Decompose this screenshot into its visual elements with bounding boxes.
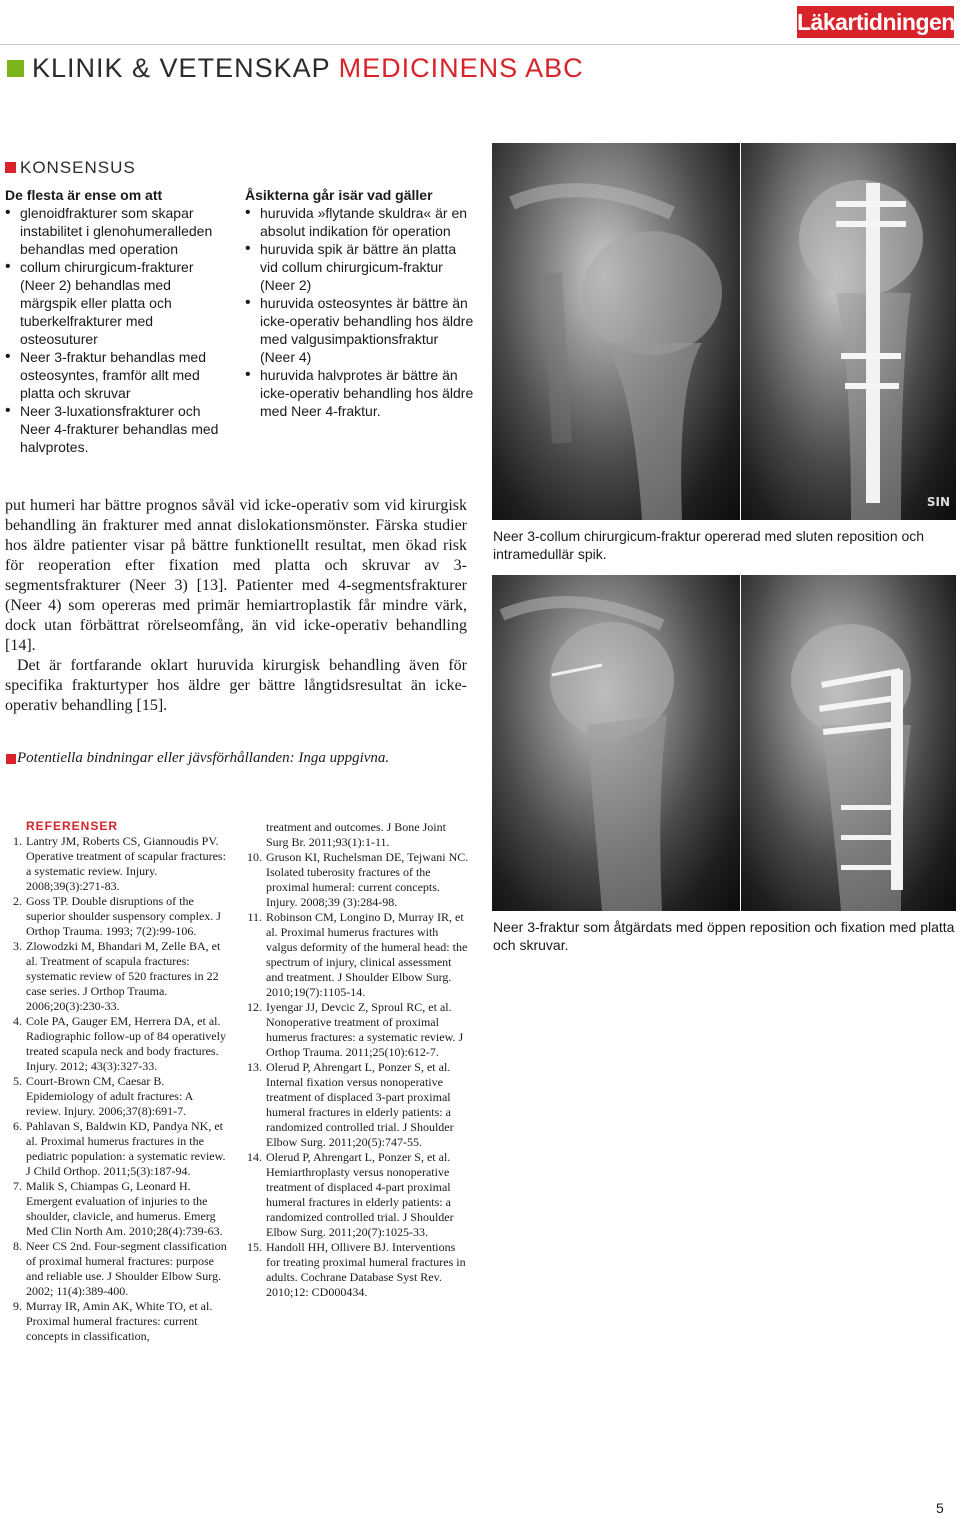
agree-list bbox=[5, 204, 227, 456]
reference-item: 8. Neer CS 2nd. Four-segment classification of proximal humeral fractures: purpose and reliable use. J Shoulder Elbow Surg. 2002; 11(4):389-400. bbox=[13, 1239, 227, 1298]
konsensus-disagree-column bbox=[245, 186, 477, 420]
reference-item: 4. Cole PA, Gauger EM, Herrera DA, et al. Radiographic follow-up of 84 operatively treated scapula neck and body fractures. Injury. 2012; 43(3):327-33. bbox=[13, 1014, 226, 1073]
body-paragraph-2: Det är fortfarande oklart huruvida kirurgisk behandling även för specifika frakturtyper hos äldre ger bättre långtidsresultat än icke-operativ behandling [15]. bbox=[5, 657, 467, 714]
xray-preop-intramedullary-image bbox=[492, 143, 740, 520]
section-marker-square bbox=[7, 60, 24, 77]
list-item: • Neer 3-fraktur behandlas med osteosyntes, framför allt med platta och skruvar bbox=[5, 348, 227, 402]
reference-item: 10. Gruson KI, Ruchelsman DE, Tejwani NC. Isolated tuberosity fractures of the proximal humeral: current concepts. Injury. 2008;39 (3):284-98. bbox=[247, 850, 469, 909]
section-title bbox=[32, 52, 584, 84]
xray-postop-intramedullary-nail-image bbox=[741, 143, 956, 520]
section-title-main: KLINIK & VETENSKAP bbox=[32, 53, 331, 83]
header-divider bbox=[0, 44, 960, 45]
references-title: REFERENSER bbox=[26, 819, 119, 833]
list-item: • collum chirurgicum-frakturer (Neer 2) behandlas med märgspik eller platta och tuberkelfrakturer med osteosuturer bbox=[5, 258, 227, 348]
konsensus-title: KONSENSUS bbox=[20, 158, 136, 177]
list-item: • huruvida »flytande skuldra« är en absolut indikation för operation bbox=[245, 204, 477, 240]
list-item: • Neer 3-luxationsfrakturer och Neer 4-frakturer behandlas med halvprotes. bbox=[5, 402, 227, 456]
konsensus-marker-square bbox=[5, 162, 16, 173]
figure-caption-2: Neer 3-fraktur som åtgärdats med öppen reposition och fixation med platta och skruvar. bbox=[493, 919, 955, 953]
conflict-marker-square bbox=[6, 754, 16, 764]
reference-item: 1. Lantry JM, Roberts CS, Giannoudis PV. Operative treatment of scapular fractures: a systematic review. Injury. 2008;39(3):271-83. bbox=[13, 834, 226, 893]
reference-item: 6. Pahlavan S, Baldwin KD, Pandya NK, et al. Proximal humerus fractures in the pediatric population: a systematic review. J Child Orthop. 2011;5(3):187-94. bbox=[13, 1119, 226, 1178]
reference-item: 15. Handoll HH, Ollivere BJ. Interventions for treating proximal humeral fractures in adults. Cochrane Database Syst Rev. 2010;12: CD000434. bbox=[247, 1240, 466, 1299]
reference-item: 14. Olerud P, Ahrengart L, Ponzer S, et al. Hemiarthroplasty versus nonoperative treatment of displaced 4-part proximal humeral fractures in elderly patients: a randomized controlled trial. J Shoulder Elbow Surg. 2011;20(7):1025-33. bbox=[247, 1150, 454, 1239]
section-title-sub: MEDICINENS ABC bbox=[338, 53, 584, 83]
body-text bbox=[5, 496, 467, 716]
reference-item: 7. Malik S, Chiampas G, Leonard H. Emergent evaluation of injuries to the shoulder, clavicle, and humerus. Emerg Med Clin North Am. 2010;28(4):739-63. bbox=[13, 1179, 223, 1238]
reference-item: 12. Iyengar JJ, Devcic Z, Sproul RC, et al. Nonoperative treatment of proximal humerus fractures: a systematic review. J Orthop Trauma. 2011;25(10):612-7. bbox=[247, 1000, 464, 1059]
list-item: • huruvida halvprotes är bättre än icke-operativ behandling hos äldre med Neer 4-fraktur. bbox=[245, 366, 477, 420]
konsensus-agree-column bbox=[5, 186, 227, 456]
reference-item: 5. Court-Brown CM, Caesar B. Epidemiology of adult fractures: A review. Injury. 2006;37(8):691-7. bbox=[13, 1074, 193, 1118]
xray-side-marker: SIN bbox=[926, 495, 950, 509]
list-item: • glenoidfrakturer som skapar instabilitet i glenohumeralleden behandlas med operation bbox=[5, 204, 227, 258]
reference-item: 3. Zlowodzki M, Bhandari M, Zelle BA, et al. Treatment of scapula fractures: systematic review of 520 fractures in 22 case series. J Orthop Trauma. 2006;20(3):230-33. bbox=[13, 939, 221, 1013]
disagree-list bbox=[245, 204, 477, 420]
list-item: • huruvida spik är bättre än platta vid collum chirurgicum-fraktur (Neer 2) bbox=[245, 240, 477, 294]
page-number: 5 bbox=[936, 1500, 944, 1516]
list-item: • huruvida osteosyntes är bättre än icke-operativ behandling hos äldre med valgusimpaktionsfraktur (Neer 4) bbox=[245, 294, 477, 366]
reference-item: 2. Goss TP. Double disruptions of the superior shoulder suspensory complex. J Orthop Trauma. 1993; 7(2):99-106. bbox=[13, 894, 221, 938]
disagree-heading: Åsikterna går isär vad gäller bbox=[245, 187, 433, 203]
conflict-of-interest-statement: Potentiella bindningar eller jävsförhållanden: Inga uppgivna. bbox=[17, 750, 390, 766]
body-paragraph-1: put humeri har bättre prognos såväl vid icke-operativ som vid kirurgisk behandling än frakturer med annat dislokationsmönster. Färska studier hos äldre patienter visar på bättre funktionellt resultat, men ökad risk för reoperation efter fixation med platta och skruvar av 3-segmentsfrakturer (Neer 3) [13]. Patienter med 4-segmentsfrakturer (Neer 4) som opereras med primär hemiartroplastik får mindre värk, dock utan förbättrat rörelseomfång, än vid icke-operativ behandling [14]. bbox=[5, 497, 467, 654]
reference-item: 11. Robinson CM, Longino D, Murray IR, et al. Proximal humerus fractures with valgus deformity of the humeral head: the spectrum of injury, clinical assessment and treatment. J Shoulder Elbow Surg. 2010;19(7):1105-14. bbox=[247, 910, 468, 999]
xray-postop-plate-screws-image bbox=[741, 575, 956, 911]
references-list-col1 bbox=[5, 834, 227, 1344]
reference-item: 13. Olerud P, Ahrengart L, Ponzer S, et al. Internal fixation versus nonoperative treatment of displaced 3-part proximal humeral fractures in elderly patients: a randomized controlled trial. J Shoulder Elbow Surg. 2011;20(5):747-55. bbox=[247, 1060, 454, 1149]
reference-item: 9. Murray IR, Amin AK, White TO, et al. Proximal humeral fractures: current concepts in classification, bbox=[13, 1299, 213, 1343]
references-list-col2 bbox=[245, 820, 469, 1300]
reference-continuation: treatment and outcomes. J Bone Joint Surg Br. 2011;93(1):1-11. bbox=[266, 820, 446, 849]
agree-heading: De flesta är ense om att bbox=[5, 187, 163, 203]
figure-caption-1: Neer 3-collum chirurgicum-fraktur opererad med sluten reposition och intramedullär spik. bbox=[493, 528, 925, 562]
lakartidningen-logo: Läkartidningen bbox=[797, 6, 954, 38]
xray-preop-plate-image bbox=[492, 575, 740, 911]
